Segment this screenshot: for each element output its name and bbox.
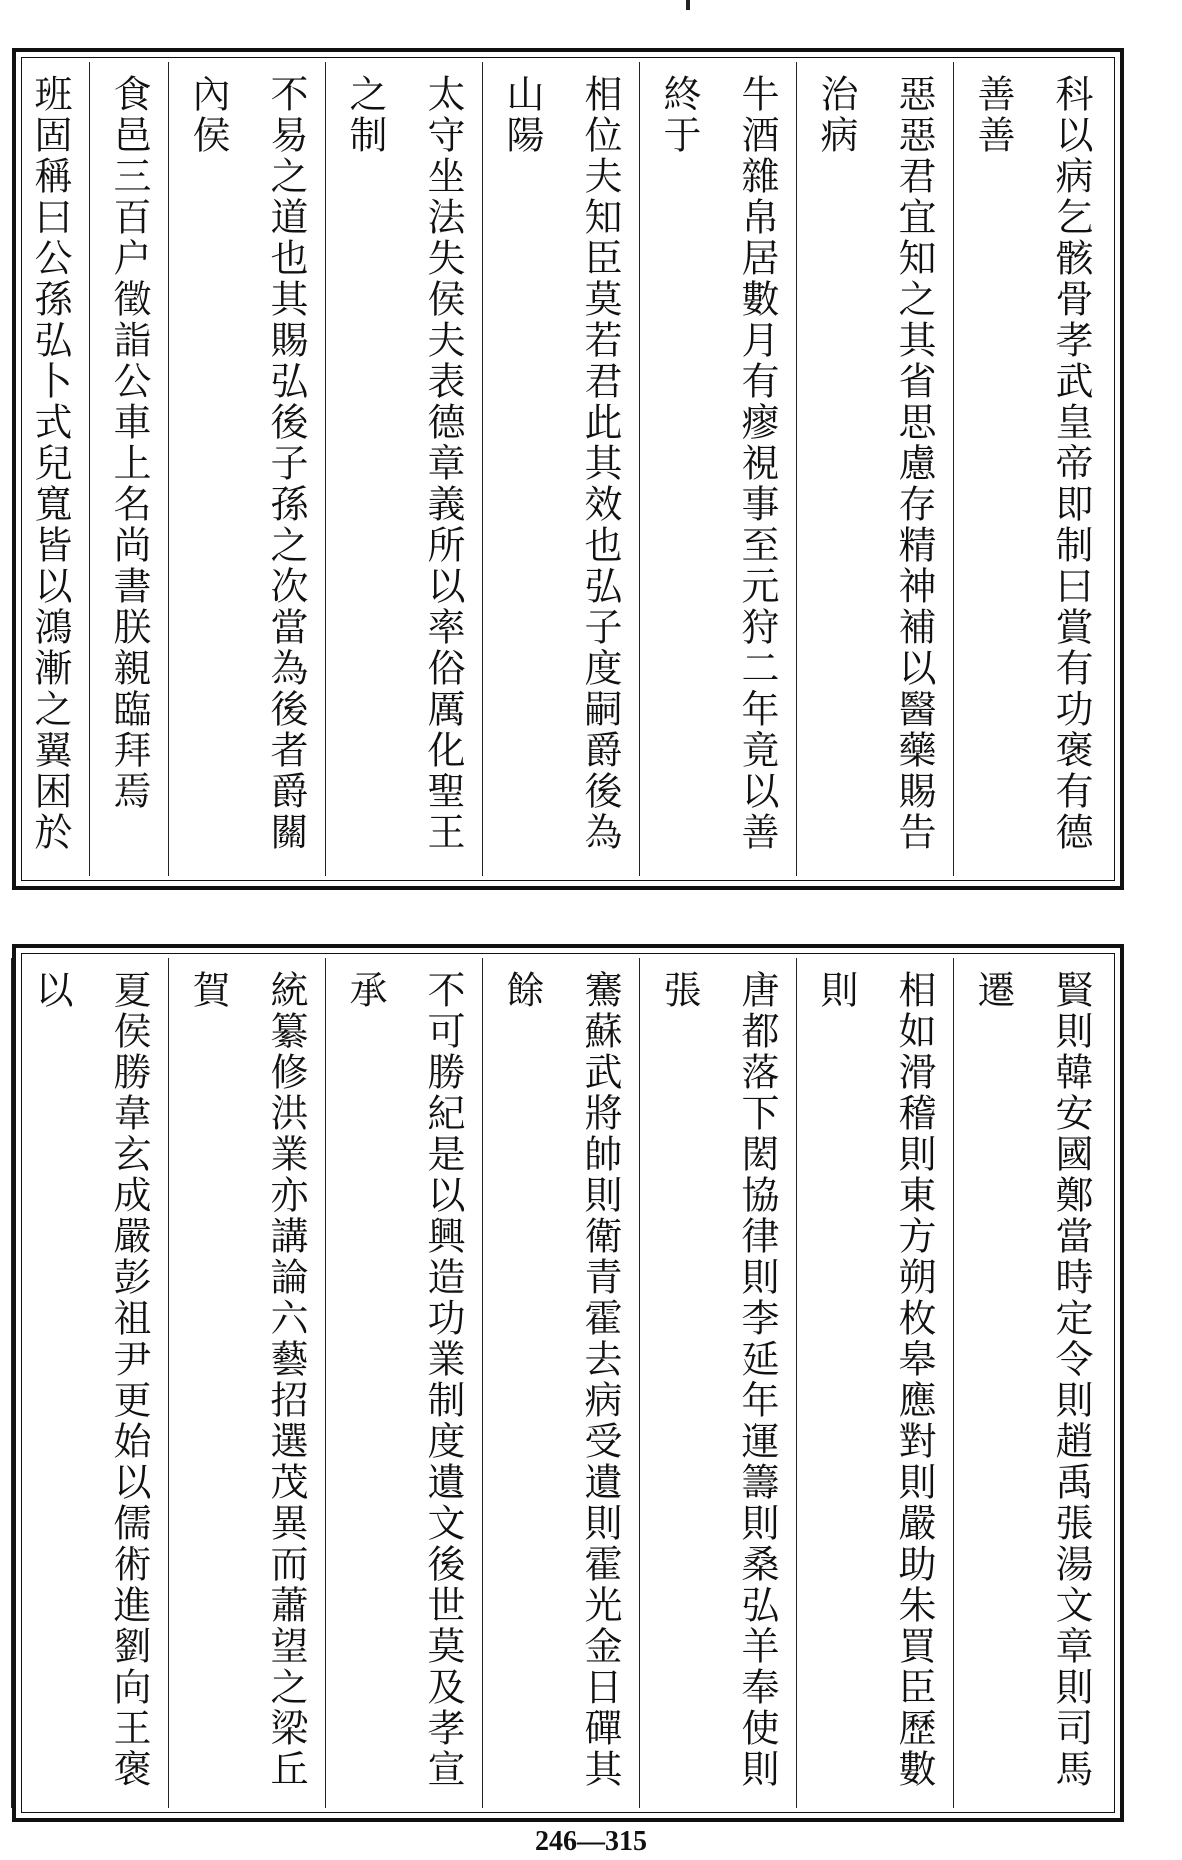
text-column: 騫蘇武將帥則衛青霍去病受遺則霍光金日磾其餘 bbox=[482, 958, 639, 1808]
page-panel-bottom bbox=[12, 944, 1124, 1822]
text-columns-top bbox=[26, 62, 1110, 876]
text-column: 科以病乞骸骨孝武皇帝即制曰賞有功褒有德善善 bbox=[953, 62, 1110, 876]
text-column: 統纂修洪業亦講論六藝招選茂異而蕭望之梁丘賀 bbox=[168, 958, 325, 1808]
text-column: 太守坐法失侯夫表德章義所以率俗厲化聖王之制 bbox=[325, 62, 482, 876]
text-column: 牛酒雜帛居數月有瘳視事至元狩二年竟以善終于 bbox=[639, 62, 796, 876]
text-column: 唐都落下閎協律則李延年運籌則桑弘羊奉使則張 bbox=[639, 958, 796, 1808]
text-column: 不易之道也其賜弘後子孫之次當為後者爵關內侯 bbox=[168, 62, 325, 876]
text-column bbox=[0, 958, 11, 1808]
text-column: 夏侯勝韋玄成嚴彭祖尹更始以儒術進劉向王褒以 bbox=[11, 958, 168, 1808]
text-columns-bottom bbox=[26, 958, 1110, 1808]
text-column: 不可勝紀是以興造功業制度遺文後世莫及孝宣承 bbox=[325, 958, 482, 1808]
text-column: 相如滑稽則東方朔枚皋應對則嚴助朱買臣歷數則 bbox=[796, 958, 953, 1808]
text-column: 食邑三百户徵詣公車上名尚書朕親臨拜焉 bbox=[89, 62, 168, 876]
text-column: 班固稱曰公孫弘卜式兒寬皆以鴻漸之翼困於 bbox=[0, 62, 89, 876]
page-number: 246—315 bbox=[535, 1826, 647, 1857]
text-column: 相位夫知臣莫若君此其效也弘子度嗣爵後為山陽 bbox=[482, 62, 639, 876]
scan-mark bbox=[686, 0, 690, 10]
page-panel-top bbox=[12, 48, 1124, 890]
text-column: 惡惡君宜知之其省思慮存精神補以醫藥賜告治病 bbox=[796, 62, 953, 876]
text-column: 賢則韓安國鄭當時定令則趙禹張湯文章則司馬遷 bbox=[953, 958, 1110, 1808]
